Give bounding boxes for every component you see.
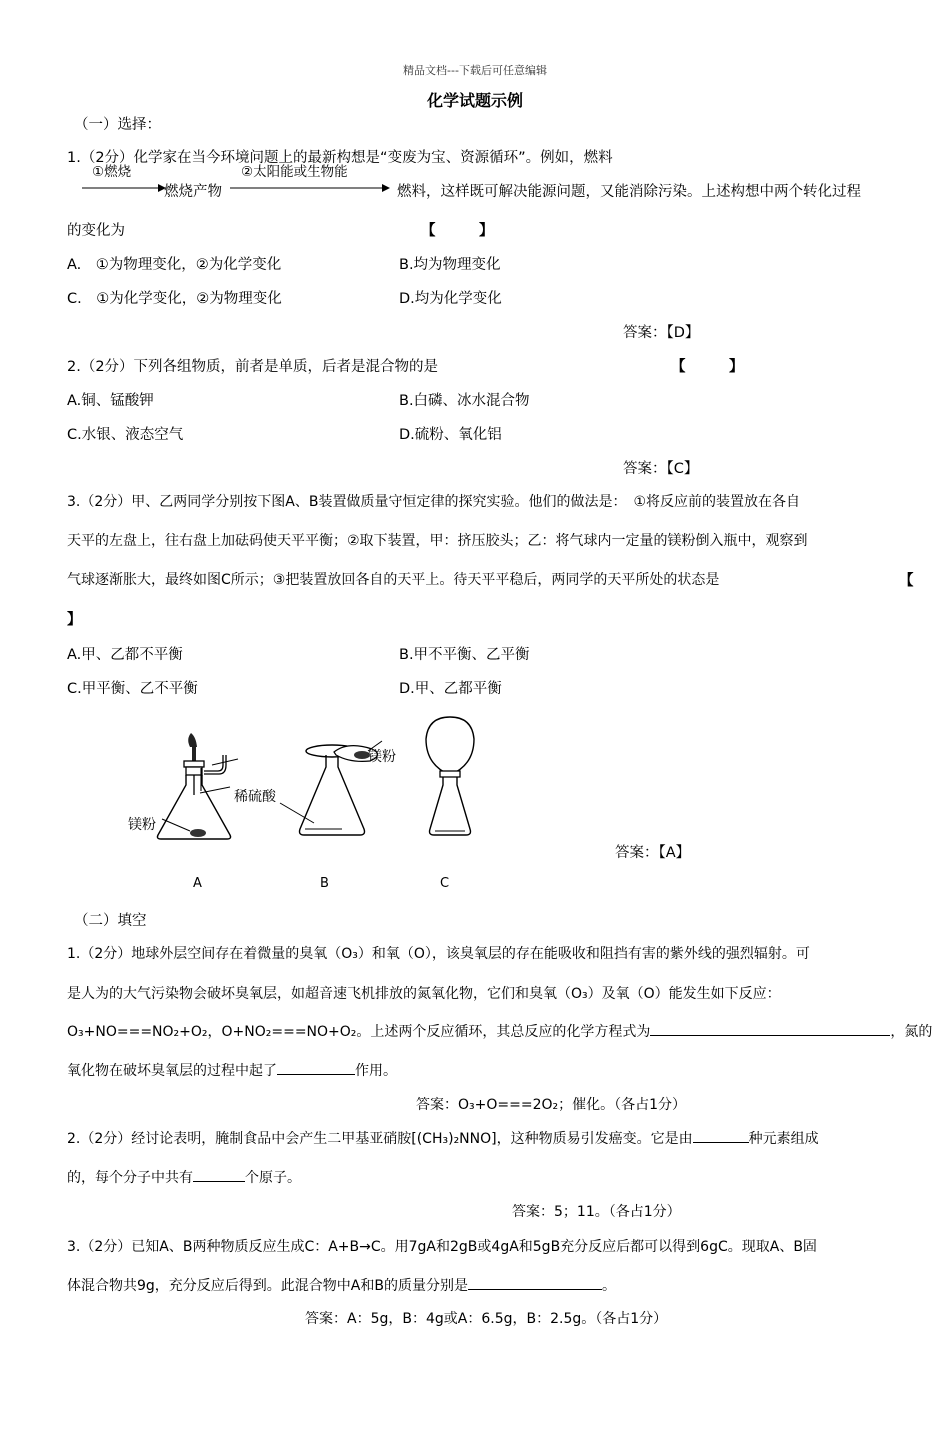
q3-line1: 3.（2分）甲、乙两同学分别按下图A、B装置做质量守恒定律的探究实验。他们的做法是： ①将反应前的装置放在各自 (67, 494, 800, 510)
f2-line1 (67, 1128, 819, 1148)
label-magnesium-powder-a: 镁粉 (128, 817, 156, 833)
f3-blank-masses[interactable] (468, 1275, 602, 1290)
q1-arrow1-label: ①燃烧 (92, 164, 132, 180)
q2-option-a: A.铜、锰酸钾 (67, 393, 154, 409)
q3-answer: 答案：【A】 (615, 845, 691, 861)
q1-product: 燃烧产物 (164, 184, 222, 200)
flask-a-with-dropper-icon (157, 733, 238, 839)
arrow-right-icon (230, 184, 390, 192)
section-heading-fill: （二）填空 (74, 913, 147, 929)
f2-line2 (67, 1167, 301, 1187)
q3-option-c: C.甲平衡、乙不平衡 (67, 681, 198, 697)
f3-line2-end: 。 (601, 1278, 616, 1294)
q2-option-c: C.水银、液态空气 (67, 427, 184, 443)
q1-option-c: C. ①为化学变化，②为物理变化 (67, 291, 282, 307)
q3-line3: 气球逐渐胀大，最终如图C所示；③把装置放回各自的天平上。待天平平稳后，两同学的天平所处的状态是 (67, 572, 720, 588)
flask-c-with-inflated-balloon-icon (426, 717, 474, 835)
label-dilute-sulfuric-acid: 稀硫酸 (234, 789, 276, 805)
caption-b: B (320, 876, 329, 891)
q1-line3: 的变化为 (67, 223, 125, 239)
section-heading-choice: （一）选择： (74, 117, 161, 133)
f1-blank-equation[interactable] (650, 1021, 890, 1036)
f2-blank-elements[interactable] (693, 1128, 749, 1143)
q2-option-b: B.白磷、冰水混合物 (399, 393, 530, 409)
f2-answer: 答案：5；11。（各占1分） (512, 1204, 681, 1220)
f1-line4-end: 作用。 (355, 1063, 397, 1079)
f3-line2 (67, 1275, 616, 1295)
q1-option-b: B.均为物理变化 (399, 257, 501, 273)
q2-option-d: D.硫粉、氧化铝 (399, 427, 502, 443)
q3-option-d: D.甲、乙都平衡 (399, 681, 502, 697)
q3-option-b: B.甲不平衡、乙平衡 (399, 647, 530, 663)
f2-line1-end: 种元素组成 (748, 1131, 819, 1147)
caption-a: A (193, 876, 202, 891)
q3-option-a: A.甲、乙都不平衡 (67, 647, 183, 663)
q1-option-a: A. ①为物理变化，②为化学变化 (67, 257, 282, 273)
f1-blank-role[interactable] (277, 1060, 355, 1075)
q2-answer-bracket: 【 】 (671, 359, 744, 375)
q1-answer: 答案：【D】 (623, 325, 700, 341)
q1-arrows (82, 181, 402, 195)
f2-line2-text: 的，每个分子中共有 (67, 1170, 193, 1186)
f1-line4 (67, 1060, 397, 1080)
q3-bracket-close: 】 (67, 612, 82, 628)
f1-answer: 答案：O₃+O===2O₂；催化。（各占1分） (416, 1097, 687, 1113)
f2-line1-text: 2.（2分）经讨论表明，腌制食品中会产生二甲基亚硝胺[(CH₃)₂NNO]，这种物质易引发癌变。它是由 (67, 1131, 693, 1147)
f1-line4-text: 氧化物在破坏臭氧层的过程中起了 (67, 1063, 277, 1079)
page-title: 化学试题示例 (426, 91, 523, 110)
f3-line1: 3.（2分）已知A、B两种物质反应生成C：A+B→C。用7gA和2gB或4gA和5gB充分反应后都可以得到6gC。现取A、B固 (67, 1239, 817, 1255)
caption-c: C (440, 876, 450, 891)
f3-answer: 答案：A：5g，B：4g或A：6.5g，B：2.5g。（各占1分） (305, 1311, 668, 1327)
q2-text: 2.（2分）下列各组物质，前者是单质，后者是混合物的是 (67, 359, 439, 375)
f1-line3-text: O₃+NO===NO₂+O₂，O+NO₂===NO+O₂。上述两个反应循环，其总反应的化学方程式为 (67, 1024, 651, 1040)
q1-arrow2-label: ②太阳能或生物能 (241, 164, 348, 180)
q3-bracket-open: 【 (899, 573, 914, 589)
q2-answer: 答案：【C】 (623, 461, 699, 477)
q1-line2: 燃料，这样既可解决能源问题，又能消除污染。上述构想中两个转化过程 (397, 184, 861, 200)
arrow-right-icon (82, 184, 166, 192)
page-header: 精品文档---下载后可任意编辑 (403, 64, 547, 77)
q3-apparatus-figure (100, 705, 520, 905)
f2-line2-end: 个原子。 (245, 1170, 301, 1186)
q1-option-d: D.均为化学变化 (399, 291, 502, 307)
label-magnesium-powder-b: 镁粉 (368, 749, 396, 765)
q1-intro: 1.（2分）化学家在当今环境问题上的最新构想是“变废为宝、资源循环”。例如，燃料 (67, 150, 613, 166)
f1-line3 (67, 1021, 932, 1041)
f1-line2: 是人为的大气污染物会破坏臭氧层，如超音速飞机排放的氮氧化物，它们和臭氧（O₃）及氧（O）能发生如下反应： (67, 986, 781, 1002)
f1-line3-end: ，氮的 (890, 1024, 933, 1040)
q3-line2: 天平的左盘上，往右盘上加砝码使天平平衡；②取下装置，甲：挤压胶头；乙：将气球内一定量的镁粉倒入瓶中，观察到 (67, 533, 808, 549)
f2-blank-atoms[interactable] (193, 1167, 245, 1182)
flask-b-with-balloon-icon (280, 741, 382, 835)
f1-line1: 1.（2分）地球外层空间存在着微量的臭氧（O₃）和氧（O），该臭氧层的存在能吸收和阻挡有害的紫外线的强烈辐射。可 (67, 946, 810, 962)
q1-answer-bracket: 【 】 (421, 223, 494, 239)
f3-line2-text: 体混合物共9g，充分反应后得到。此混合物中A和B的质量分别是 (67, 1278, 468, 1294)
